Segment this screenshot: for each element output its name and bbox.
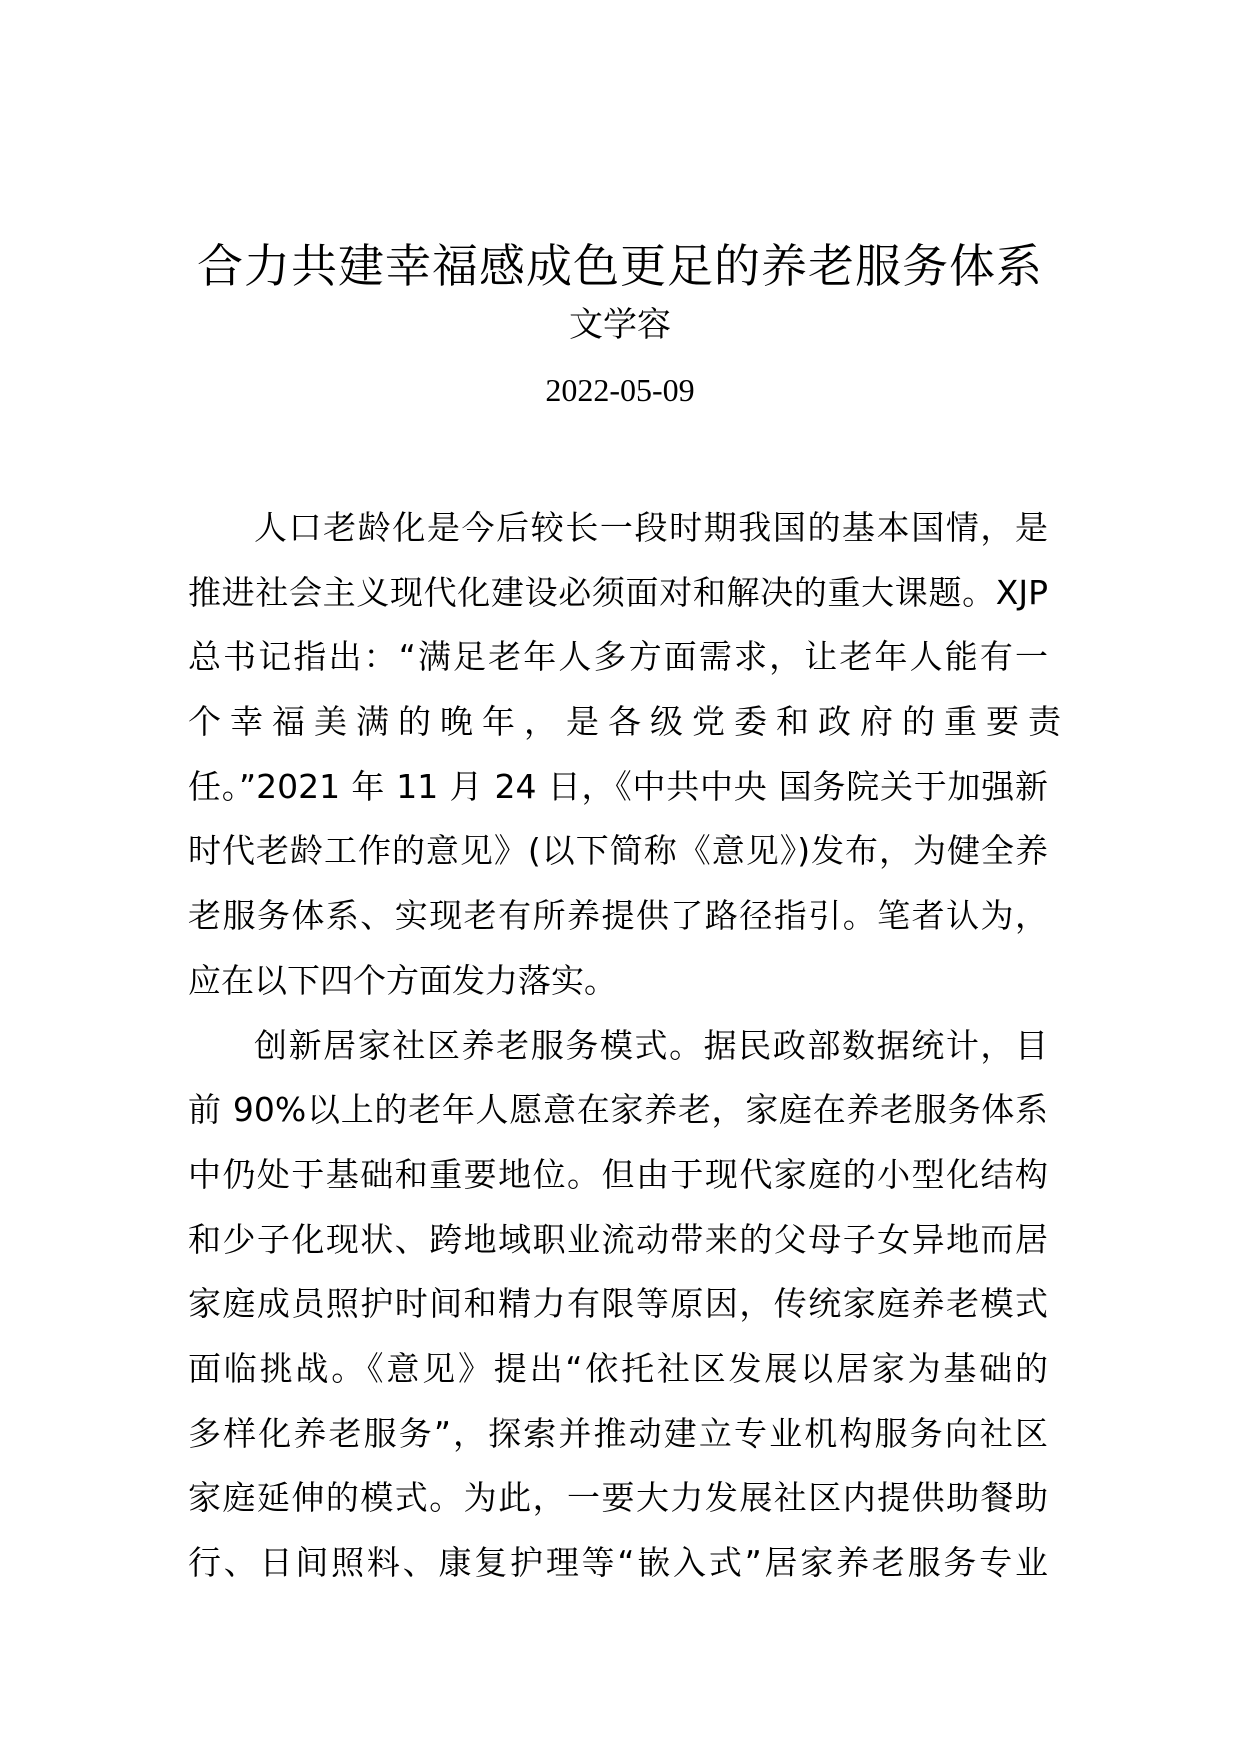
text-line: 总书记指出：“满足老年人多方面需求，让老年人能有一	[188, 637, 1048, 677]
text-line: 创新居家社区养老服务模式。据民政部数据统计，目	[254, 1025, 1048, 1065]
text-line: 时代老龄工作的意见》(以下简称《意见》)发布，为健全养	[188, 831, 1048, 871]
article-body	[188, 496, 1070, 1596]
text-line: 家庭延伸的模式。为此，一要大力发展社区内提供助餐助	[188, 1478, 1048, 1518]
paragraph-2	[188, 1014, 1048, 1596]
text-line: 行、日间照料、康复护理等“嵌入式”居家养老服务专业	[188, 1543, 1048, 1582]
text-line: 人口老龄化是今后较长一段时期我国的基本国情，是	[254, 508, 1048, 547]
text-line: 推进社会主义现代化建设必须面对和解决的重大课题。XJP	[188, 572, 1048, 612]
text-line: 个幸福美满的晚年，是各级党委和政府的重要责	[188, 702, 1070, 742]
text-line: 家庭成员照护时间和精力有限等原因，传统家庭养老模式	[188, 1284, 1048, 1324]
text-line: 多样化养老服务”，探索并推动建立专业机构服务向社区	[188, 1413, 1048, 1453]
text-line: 老服务体系、实现老有所养提供了路径指引。笔者认为，	[188, 896, 1048, 936]
text-line: 应在以下四个方面发力落实。	[188, 960, 617, 1000]
text-line: 中仍处于基础和重要地位。但由于现代家庭的小型化结构	[188, 1154, 1048, 1194]
article-title: 合力共建幸福感成色更足的养老服务体系	[197, 239, 1043, 293]
paragraph-1	[188, 496, 1070, 1014]
text-line: 面临挑战。《意见》提出“依托社区发展以居家为基础的	[188, 1348, 1048, 1388]
text-line: 任。”2021 年 11 月 24 日，《中共中央 国务院关于加强新	[188, 766, 1048, 806]
text-line: 前 90%以上的老年人愿意在家养老，家庭在养老服务体系	[188, 1090, 1048, 1130]
text-line: 和少子化现状、跨地域职业流动带来的父母子女异地而居	[188, 1219, 1048, 1259]
article-author: 文学容	[569, 305, 671, 345]
article-date: 2022-05-09	[545, 372, 695, 408]
